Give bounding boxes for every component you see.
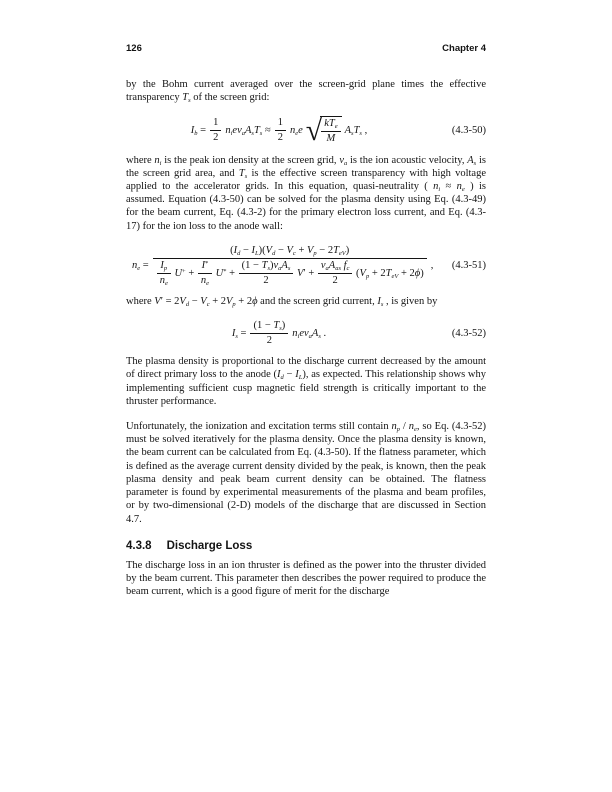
eq51-term3: V′ + [296,267,315,279]
text-column [126,43,486,610]
eq50-tail: $A_sT_s$ , [344,124,368,137]
eq51-lhs: $n_e$ = [132,259,149,272]
eq51-denominator [153,258,427,287]
eq52-lhs: $I_s$ = [231,327,247,340]
fraction-ts-va-as: $(1 - T_s)v_aA_s$ 2 [239,260,294,287]
section-number: 4.3.8 [126,539,152,552]
eq52-tail: $n_iev_aA_s$ . [292,327,327,340]
chapter-label: Chapter 4 [442,43,486,54]
paragraph-where-vprime: where $V' = 2V_d - V_c + 2V_p + 2\phi$ and the screen grid current, $I_s$ , is given by [126,295,438,308]
page-number: 126 [126,43,142,54]
paragraph-unfortunately: Unfortunately, the ionization and excitation terms still contain $n_p / n_e$, so Eq. (4.3-52) must be solved iteratively for the plasma density. Once the plasma density is known, the beam current can be calculated from Eq. (4.3-50). If the flatness parameter, which is defined as the average current density divided by the peak, is known, then the peak plasma density and peak beam current density can be obtained. The flatness parameter is found by experimental measurements of the plasma and beam profiles, or by two-dimensional (2-D) models of the discharge that are discussed in Section 4.7. [126,421,486,525]
eq51-tail: , [430,259,434,271]
fraction-va-aas-fc: $v_aA_{as}$ $f_c$ 2 [318,260,353,287]
eq50-lhs: $I_b$ = [190,124,207,137]
paragraph-after-eq50: where $n_i$ is the peak ion density at the screen grid, $v_a$ is the ion acoustic velocity, $A_s$ is the screen grid area, and $T_s$ is the effective screen transparency with high voltage applied to the accelerator grids. In this equation, quasi-neutrality ( $n_i \approx n_e$ ) is assumed. Equation (4.3-50) can be solved for the plasma density using Eq. (4.3-49) for the beam current, Eq. (4.3-2) for the primary electron loss current, and Eq. (4.3-17) for the ion loss to the anode wall: [126,154,487,232]
eq51-numerator: $(I_d - I_L)(V_d - V_c + V_p - 2T_{eV})$ [230,244,350,257]
section-title: Discharge Loss [166,539,253,552]
radical-icon: √ [305,114,323,148]
equation-body [232,320,380,347]
eq51-term1: U+ + [174,267,195,279]
equation-number-4-3-51: (4.3-51) [451,259,486,271]
equation-number-4-3-52: (4.3-52) [451,327,486,339]
fraction-one-half: $\frac{1}{2}$ [210,117,221,144]
main-fraction [153,245,427,287]
eq51-term2: U* + [215,267,236,279]
eq50-pre-sqrt: $n_ee$ [289,124,303,137]
paragraph-plasma-density: The plasma density is proportional to the discharge current decreased by the amount of direct primary loss to the anode $(I_d - I_L)$, as expected. This relationship shows why implementing sufficient cusp magnetic field strength is critically important to the thruster performance. [126,356,486,407]
paragraph-intro: by the Bohm current averaged over the screen-grid plane times the effective transparency $T_s$ of the screen grid: [126,79,486,105]
fraction-one-half: $\frac{1}{2}$ [275,117,286,144]
fraction-istar-ne: $\frac{I^*}{n_e}$ [198,260,212,287]
fraction-1-minus-ts: $\frac{(1 - T_s)}{2}$ [250,320,288,347]
eq51-term4: $(V_p + 2T_{eV} + 2\phi)$ [356,267,424,280]
section-heading [126,540,486,552]
radicand [320,116,341,145]
equation-body [190,114,421,148]
paragraph-discharge-loss: The discharge loss in an ion thruster is defined as the power into the thruster divided by the beam current. This parameter then describes the power required to produce the beam current, which is a good figure of merit for the discharge [126,559,486,598]
equation-4-3-51 [126,245,486,287]
running-header [126,43,486,54]
equation-number-4-3-50: (4.3-50) [451,124,486,136]
equation-4-3-50 [126,114,486,148]
fraction-ip-ne: $\frac{I_p}{n_e}$ [157,260,171,287]
fraction-kte-m: $kT_e$ M [321,118,340,145]
equation-body [132,245,433,287]
equation-4-3-52 [126,320,486,347]
eq50-middle: $n_iev_aA_sT_s$ ≈ [225,124,271,137]
square-root [305,114,342,148]
